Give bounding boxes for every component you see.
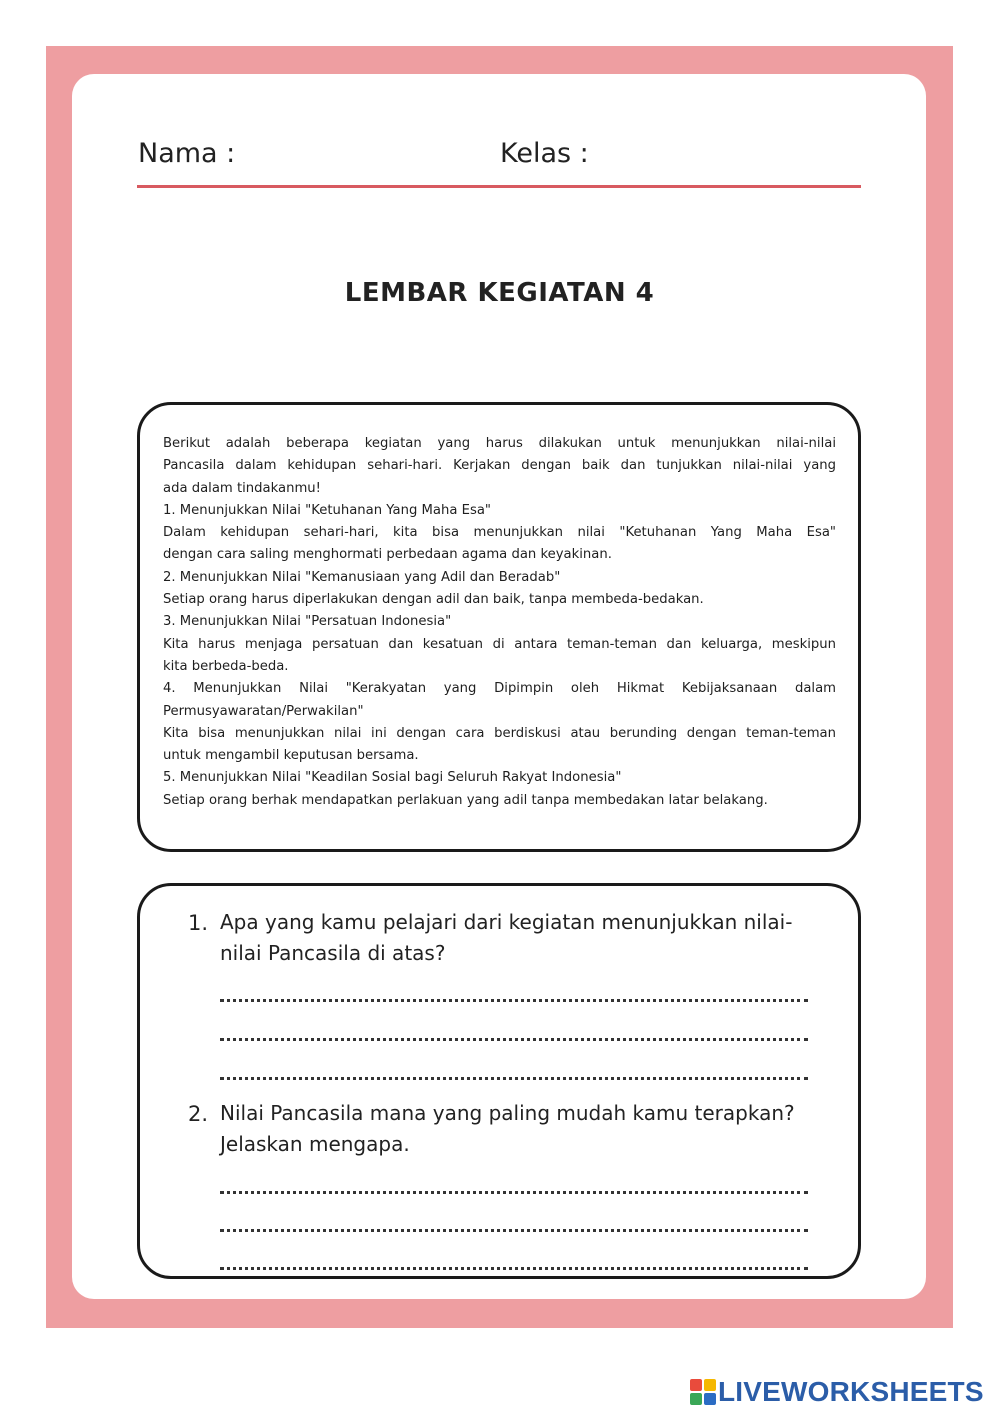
question-2-text xyxy=(220,1098,820,1160)
answer-1-line-3[interactable] xyxy=(220,1077,808,1080)
instruction-line: 5. Menunjukkan Nilai "Keadilan Sosial bagi Seluruh Rakyat Indonesia" xyxy=(163,770,622,786)
liveworksheets-brand[interactable] xyxy=(690,1376,984,1408)
question-1-line: nilai Pancasila di atas? xyxy=(220,941,446,965)
question-1-line: Apa yang kamu pelajari dari kegiatan menunjukkan nilai- xyxy=(220,910,793,934)
answer-1-line-1[interactable] xyxy=(220,999,808,1002)
question-2-line: Nilai Pancasila mana yang paling mudah kamu terapkan? xyxy=(220,1101,795,1125)
logo-square xyxy=(704,1393,716,1405)
instruction-line: 3. Menunjukkan Nilai "Persatuan Indonesia" xyxy=(163,614,452,630)
question-2-line: Jelaskan mengapa. xyxy=(220,1132,410,1156)
instruction-line: Berikut adalah beberapa kegiatan yang harus dilakukan untuk menunjukkan nilai-nilai xyxy=(163,436,836,451)
instruction-line: kita berbeda-beda. xyxy=(163,658,289,674)
brand-name: LIVEWORKSHEETS xyxy=(718,1376,984,1407)
instruction-line: Dalam kehidupan sehari-hari, kita bisa menunjukkan nilai "Ketuhanan Yang Maha Esa" xyxy=(163,525,836,541)
logo-square xyxy=(690,1393,702,1405)
instruction-line: untuk mengambil keputusan bersama. xyxy=(163,748,419,764)
header-divider xyxy=(137,185,861,188)
question-2-number: 2. xyxy=(188,1102,209,1126)
worksheet-title: LEMBAR KEGIATAN 4 xyxy=(344,278,655,308)
answer-2-line-3[interactable] xyxy=(220,1267,808,1270)
instruction-text xyxy=(163,433,836,812)
name-label: Nama : xyxy=(138,138,236,169)
answer-1-line-2[interactable] xyxy=(220,1038,808,1041)
instruction-line: Pancasila dalam kehidupan sehari-hari. Kerjakan dengan baik dan tunjukkan nilai-nilai yang xyxy=(163,458,836,474)
answer-2-line-1[interactable] xyxy=(220,1191,808,1194)
question-1-number: 1. xyxy=(188,911,209,935)
liveworksheets-logo-icon xyxy=(690,1379,716,1405)
instruction-line: 2. Menunjukkan Nilai "Kemanusiaan yang Adil dan Beradab" xyxy=(163,569,561,585)
instruction-line: Kita harus menjaga persatuan dan kesatuan di antara teman-teman dan keluarga, meskipun xyxy=(163,636,836,652)
instruction-line: Kita bisa menunjukkan nilai ini dengan cara berdiskusi atau berunding dengan teman-teman xyxy=(163,725,836,741)
instruction-line: Setiap orang berhak mendapatkan perlakuan yang adil tanpa membedakan latar belakang. xyxy=(163,792,768,808)
question-1-text xyxy=(220,907,820,969)
class-label: Kelas : xyxy=(500,138,589,169)
instruction-line: ada dalam tindakanmu! xyxy=(163,480,321,496)
logo-square xyxy=(704,1379,716,1391)
instruction-line: Setiap orang harus diperlakukan dengan adil dan baik, tanpa membeda-bedakan. xyxy=(163,592,704,608)
instruction-line: 4. Menunjukkan Nilai "Kerakyatan yang Dipimpin oleh Hikmat Kebijaksanaan dalam xyxy=(163,681,836,697)
logo-square xyxy=(690,1379,702,1391)
instruction-line: 1. Menunjukkan Nilai "Ketuhanan Yang Maha Esa" xyxy=(163,502,491,518)
answer-2-line-2[interactable] xyxy=(220,1229,808,1232)
instruction-line: dengan cara saling menghormati perbedaan agama dan keyakinan. xyxy=(163,547,612,563)
instruction-line: Permusyawaratan/Perwakilan" xyxy=(163,703,364,719)
